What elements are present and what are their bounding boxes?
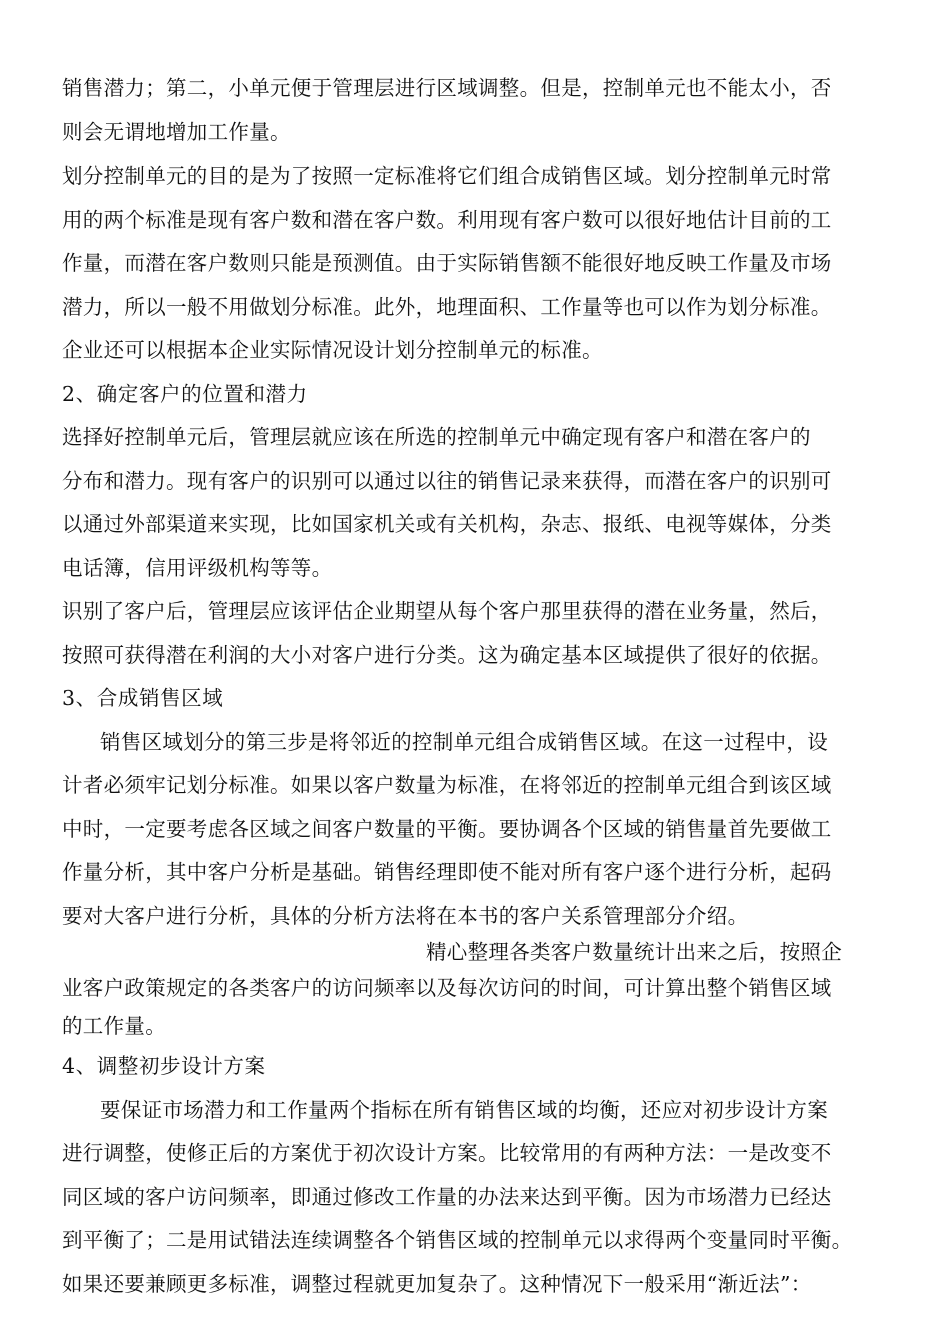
section-heading-4: 4、调整初步设计方案 (62, 1054, 266, 1078)
text-line: 用的两个标准是现有客户数和潜在客户数。利用现有客户数可以很好地估计目前的工 (62, 208, 832, 232)
text-line: 销售区域划分的第三步是将邻近的控制单元组合成销售区域。在这一过程中，设 (100, 730, 828, 754)
text-line: 按照可获得潜在利润的大小对客户进行分类。这为确定基本区域提供了很好的依据。 (62, 643, 832, 667)
text-line: 作量，而潜在客户数则只能是预测值。由于实际销售额不能很好地反映工作量及市场 (62, 251, 832, 275)
text-line: 中时，一定要考虑各区域之间客户数量的平衡。要协调各个区域的销售量首先要做工 (62, 817, 832, 841)
text-line: 划分控制单元的目的是为了按照一定标准将它们组合成销售区域。划分控制单元时常 (62, 164, 832, 188)
section-heading-2: 2、确定客户的位置和潜力 (62, 382, 308, 406)
text-line: 业客户政策规定的各类客户的访问频率以及每次访问的时间，可计算出整个销售区域 (62, 976, 832, 1000)
text-line: 作量分析，其中客户分析是基础。销售经理即使不能对所有客户逐个进行分析，起码 (62, 860, 832, 884)
text-line: 电话簿，信用评级机构等等。 (62, 556, 333, 580)
text-line: 潜力，所以一般不用做划分标准。此外，地理面积、工作量等也可以作为划分标准。 (62, 295, 832, 319)
text-line: 精心整理各类客户数量统计出来之后，按照企 (426, 940, 842, 964)
text-line: 以通过外部渠道来实现，比如国家机关或有关机构，杂志、报纸、电视等媒体，分类 (62, 512, 832, 536)
text-line: 要对大客户进行分析，具体的分析方法将在本书的客户关系管理部分介绍。 (62, 904, 749, 928)
text-line: 识别了客户后，管理层应该评估企业期望从每个客户那里获得的潜在业务量，然后， (62, 599, 832, 623)
section-heading-3: 3、合成销售区域 (62, 686, 224, 710)
text-line: 的工作量。 (62, 1014, 166, 1038)
text-line: 如果还要兼顾更多标准，调整过程就更加复杂了。这种情况下一般采用“渐近法”： (62, 1272, 812, 1296)
text-line: 要保证市场潜力和工作量两个指标在所有销售区域的均衡，还应对初步设计方案 (100, 1098, 828, 1122)
text-line: 分布和潜力。现有客户的识别可以通过以往的销售记录来获得，而潜在客户的识别可 (62, 469, 832, 493)
text-line: 企业还可以根据本企业实际情况设计划分控制单元的标准。 (62, 338, 603, 362)
text-line: 则会无谓地增加工作量。 (62, 120, 291, 144)
text-line: 销售潜力；第二，小单元便于管理层进行区域调整。但是，控制单元也不能太小，否 (62, 76, 832, 100)
text-line: 到平衡了；二是用试错法连续调整各个销售区域的控制单元以求得两个变量同时平衡。 (62, 1228, 853, 1252)
text-line: 进行调整，使修正后的方案优于初次设计方案。比较常用的有两种方法：一是改变不 (62, 1141, 832, 1165)
text-line: 计者必须牢记划分标准。如果以客户数量为标准，在将邻近的控制单元组合到该区域 (62, 773, 832, 797)
text-line: 选择好控制单元后，管理层就应该在所选的控制单元中确定现有客户和潜在客户的 (62, 425, 811, 449)
text-line: 同区域的客户访问频率，即通过修改工作量的办法来达到平衡。因为市场潜力已经达 (62, 1185, 832, 1209)
